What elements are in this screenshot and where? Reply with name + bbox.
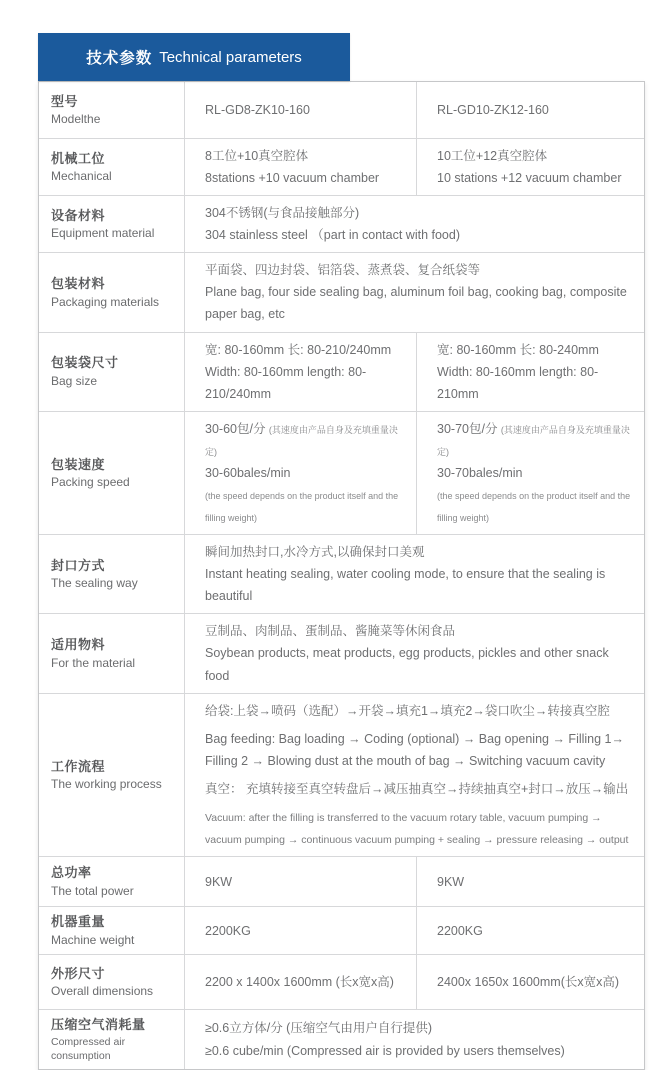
value-text: Plane bag, four side sealing bag, aluminum foil bag, cooking bag, composite paper bag, etc xyxy=(205,285,627,322)
value-text: Instant heating sealing, water cooling mode, to ensure that the sealing is beautiful xyxy=(205,567,606,604)
value-text: 30-70bales/min xyxy=(437,465,523,480)
param-value-cell xyxy=(416,82,644,138)
value-text: 宽: 80-160mm 长: 80-210/240mm xyxy=(205,342,392,357)
table-row xyxy=(39,614,644,693)
value-text: (the speed depends on the product itself and the filling weight) xyxy=(437,491,631,524)
value-text: Soybean products, meat products, egg products, pickles and other snack food xyxy=(205,646,609,683)
value-text: (其速度由产品自身及充填重量决定) xyxy=(437,424,630,457)
value-line xyxy=(205,920,404,942)
value-text: 8工位+10真空腔体 xyxy=(205,149,309,163)
table-row xyxy=(39,333,644,412)
value-text: 30-60包/分 xyxy=(205,421,269,436)
value-line xyxy=(205,224,632,246)
param-value-cell xyxy=(185,614,644,692)
value-line xyxy=(205,778,632,800)
value-text: Width: 80-160mm length: 80-210mm xyxy=(437,364,599,401)
value-text: 真空： 充填转接至真空转盘后→减压抽真空→持续抽真空+封口→放压→输出 xyxy=(205,781,629,796)
param-label-en: Overall dimensions xyxy=(51,984,154,999)
value-line xyxy=(205,418,404,462)
param-value-cell xyxy=(416,907,644,954)
value-line xyxy=(205,700,632,722)
value-line xyxy=(437,145,632,167)
value-text: (the speed depends on the product itself and the filling weight) xyxy=(205,491,399,524)
param-label-cell xyxy=(39,614,185,692)
param-value-cell xyxy=(185,82,416,138)
param-label-zh: 包装袋尺寸 xyxy=(51,355,119,371)
value-line xyxy=(205,541,632,563)
value-line xyxy=(205,563,632,607)
value-text: 2200 x 1400x 1600mm (长x宽x高) xyxy=(205,975,394,990)
param-label-zh: 压缩空气消耗量 xyxy=(51,1017,146,1033)
param-value-cell xyxy=(185,535,644,613)
param-value-cell xyxy=(185,412,416,534)
param-label-zh: 适用物料 xyxy=(51,637,106,653)
param-label-cell xyxy=(39,253,185,331)
param-value-cell xyxy=(416,857,644,906)
value-line xyxy=(205,281,632,325)
value-text: 30-70包/分 xyxy=(437,421,501,436)
param-label-en: The sealing way xyxy=(51,576,138,591)
value-line xyxy=(437,871,632,893)
param-label-cell xyxy=(39,955,185,1009)
value-line xyxy=(437,484,632,528)
param-label-cell xyxy=(39,196,185,252)
value-line xyxy=(205,361,404,405)
param-value-cell xyxy=(185,253,644,331)
param-label-cell xyxy=(39,857,185,906)
value-text: Vacuum: after the filling is transferred to the vacuum rotary table, vacuum pumping → vacuum pumping → continuous vacuum pumping + sealing → pressure releasing → output xyxy=(205,811,629,847)
param-label-en: Bag size xyxy=(51,373,98,388)
param-value-cell xyxy=(185,955,416,1009)
param-label-cell xyxy=(39,333,185,411)
value-line xyxy=(205,99,404,121)
param-label-zh: 总功率 xyxy=(51,865,92,881)
param-label-en: Mechanical xyxy=(51,169,112,184)
value-line xyxy=(205,1017,632,1039)
section-title-banner xyxy=(38,33,350,81)
value-line xyxy=(437,418,632,462)
param-value-cell xyxy=(185,907,416,954)
value-line xyxy=(205,1040,632,1062)
value-line xyxy=(205,806,632,850)
param-label-en: For the material xyxy=(51,655,136,670)
value-text: 9KW xyxy=(437,874,465,889)
param-value-cell xyxy=(416,333,644,411)
param-label-zh: 设备材料 xyxy=(51,207,106,223)
param-value-cell xyxy=(185,196,644,252)
param-value-cell xyxy=(416,139,644,195)
table-row xyxy=(39,196,644,253)
parameters-table xyxy=(38,81,645,1070)
value-line xyxy=(205,202,632,224)
value-text: 瞬间加热封口,水冷方式,以确保封口美观 xyxy=(205,545,425,560)
table-row xyxy=(39,535,644,614)
param-label-en: Packaging materials xyxy=(51,294,160,309)
value-line xyxy=(205,728,632,772)
value-line xyxy=(437,462,632,484)
value-line xyxy=(437,920,632,942)
value-line xyxy=(437,339,632,361)
param-label-en: Machine weight xyxy=(51,932,135,947)
value-line xyxy=(205,145,404,167)
value-line xyxy=(437,167,632,189)
param-label-en: Packing speed xyxy=(51,475,130,490)
table-row xyxy=(39,82,644,139)
value-text: 给袋:上袋→喷码（选配）→开袋→填充1→填充2→袋口吹尘→转接真空腔 xyxy=(205,703,610,718)
param-value-cell xyxy=(185,857,416,906)
param-label-en: The total power xyxy=(51,883,134,898)
value-text: ≥0.6立方体/分 (压缩空气由用户自行提供) xyxy=(205,1021,433,1036)
value-text: 2200KG xyxy=(437,923,483,938)
table-row xyxy=(39,955,644,1010)
value-line xyxy=(205,339,404,361)
value-line xyxy=(205,484,404,528)
param-label-cell xyxy=(39,907,185,954)
param-value-cell xyxy=(416,955,644,1009)
section-title-en: Technical parameters xyxy=(159,48,302,66)
value-text: Bag feeding: Bag loading → Coding (optional) → Bag opening → Filling 1→ Filling 2 → Blowing dust at the mouth of bag → Switching vacuum cavity xyxy=(205,731,625,768)
value-text: 9KW xyxy=(205,874,233,889)
value-text: 304 stainless steel （part in contact with food) xyxy=(205,228,460,243)
table-row xyxy=(39,1010,644,1069)
value-line xyxy=(205,642,632,686)
param-value-cell xyxy=(185,694,644,856)
value-text: 宽: 80-160mm 长: 80-240mm xyxy=(437,342,599,357)
table-row xyxy=(39,412,644,535)
value-text: 2400x 1650x 1600mm(长x宽x高) xyxy=(437,975,620,990)
param-label-cell xyxy=(39,412,185,534)
value-line xyxy=(205,167,404,189)
table-row xyxy=(39,857,644,907)
param-value-cell xyxy=(185,139,416,195)
param-label-cell xyxy=(39,694,185,856)
value-text: (其速度由产品自身及充填重量决定) xyxy=(205,424,398,457)
table-row xyxy=(39,253,644,332)
param-label-zh: 包装材料 xyxy=(51,276,106,292)
value-text: RL-GD10-ZK12-160 xyxy=(437,102,549,117)
value-text: ≥0.6 cube/min (Compressed air is provided by users themselves) xyxy=(205,1043,565,1058)
param-label-zh: 工作流程 xyxy=(51,758,106,774)
value-text: 2200KG xyxy=(205,923,251,938)
value-line xyxy=(205,871,404,893)
table-row xyxy=(39,907,644,955)
value-line xyxy=(437,361,632,405)
value-text: RL-GD8-ZK10-160 xyxy=(205,102,310,117)
param-label-zh: 机器重量 xyxy=(51,914,106,930)
value-text: 豆制品、肉制品、蛋制品、酱腌菜等休闲食品 xyxy=(205,624,456,639)
value-line xyxy=(205,259,632,281)
value-line xyxy=(205,971,404,993)
param-label-en: Modelthe xyxy=(51,112,101,127)
param-value-cell xyxy=(416,412,644,534)
param-label-zh: 外形尺寸 xyxy=(51,965,106,981)
value-line xyxy=(205,462,404,484)
table-row xyxy=(39,139,644,196)
value-line xyxy=(437,971,632,993)
param-label-cell xyxy=(39,1010,185,1069)
param-label-en: The working process xyxy=(51,777,162,792)
param-label-en: Equipment material xyxy=(51,226,155,241)
value-text: 10工位+12真空腔体 xyxy=(437,149,548,163)
param-label-cell xyxy=(39,139,185,195)
value-line xyxy=(437,99,632,121)
value-text: 平面袋、四边封袋、铝箔袋、蒸煮袋、复合纸袋等 xyxy=(205,263,481,278)
value-text: 30-60bales/min xyxy=(205,465,291,480)
param-value-cell xyxy=(185,333,416,411)
param-label-cell xyxy=(39,535,185,613)
value-text: 8stations +10 vacuum chamber xyxy=(205,171,380,186)
value-text: 304不锈钢(与食品接触部分) xyxy=(205,206,360,221)
section-title-zh: 技术参数 xyxy=(86,50,153,67)
param-label-zh: 封口方式 xyxy=(51,557,106,573)
param-label-zh: 机械工位 xyxy=(51,150,106,166)
param-label-en: Compressed air consumption xyxy=(51,1035,126,1062)
value-line xyxy=(205,620,632,642)
param-label-zh: 型号 xyxy=(51,93,79,109)
param-label-zh: 包装速度 xyxy=(51,456,106,472)
table-row xyxy=(39,694,644,857)
value-text: Width: 80-160mm length: 80-210/240mm xyxy=(205,364,367,401)
param-label-cell xyxy=(39,82,185,138)
value-text: 10 stations +12 vacuum chamber xyxy=(437,171,622,186)
param-value-cell xyxy=(185,1010,644,1069)
